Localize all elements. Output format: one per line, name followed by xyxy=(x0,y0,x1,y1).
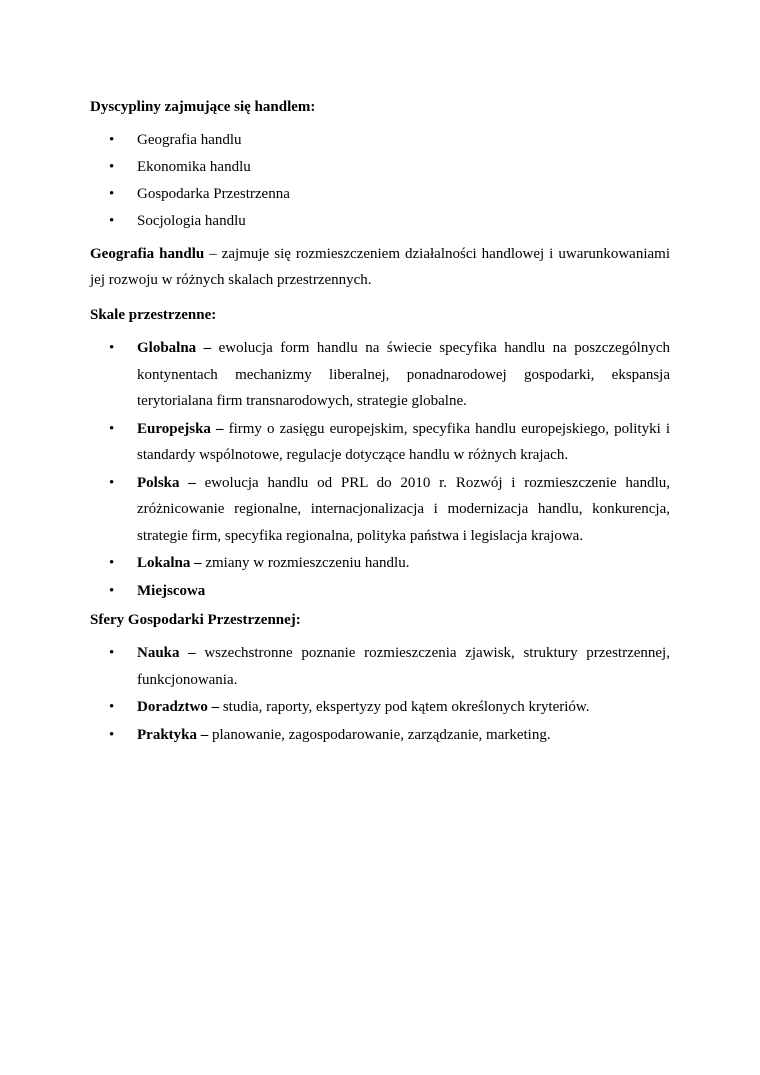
bullet-icon: • xyxy=(109,699,115,715)
list-item: • Nauka – wszechstronne poznanie rozmieszczenia zjawisk, struktury przestrzennej, funkcjonowania. xyxy=(90,640,670,693)
scales-list xyxy=(90,335,670,604)
list-item: • Globalna – ewolucja form handlu na świecie specyfika handlu na poszczególnych kontynentach mechanizmy liberalnej, ponadnarodowej gospodarki, ekspansja terytorialana firm transnarodowych, strategie globalne. xyxy=(90,335,670,415)
list-item: • Polska – ewolucja handlu od PRL do 2010 r. Rozwój i rozmieszczenie handlu, zróżnicowanie regionalne, internacjonalizacja i modernizacja handlu, konkurencja, strategie firm, specyfika regionalna, polityka państwa i legislacja krajowa. xyxy=(90,470,670,550)
bullet-icon: • xyxy=(109,645,115,661)
bullet-icon: • xyxy=(109,159,115,175)
bullet-icon: • xyxy=(109,340,115,356)
spheres-heading: Sfery Gospodarki Przestrzennej: xyxy=(90,612,301,628)
definition-text: – zajmuje się rozmieszczeniem działalności handlowej i uwarunkowaniami jej rozwoju w różnych skalach przestrzennych. xyxy=(90,246,670,288)
document-page xyxy=(90,95,670,752)
bullet-icon: • xyxy=(109,726,115,743)
bullet-icon: • xyxy=(109,582,115,599)
list-item: • Miejscowa xyxy=(90,578,670,605)
list-item: • Doradztwo – studia, raporty, ekspertyzy pod kątem określonych kryteriów. xyxy=(90,694,670,721)
list-item: • Praktyka – planowanie, zagospodarowanie, zarządzanie, marketing. xyxy=(90,722,670,749)
bullet-icon: • xyxy=(109,132,115,148)
list-item: • Ekonomika handlu xyxy=(90,154,670,181)
bullet-icon: • xyxy=(109,186,115,202)
list-item: • Geografia handlu xyxy=(90,127,670,154)
list-item: • Gospodarka Przestrzenna xyxy=(90,181,670,208)
definition-term: Geografia handlu xyxy=(90,246,205,262)
bullet-icon: • xyxy=(109,213,115,229)
definition-paragraph xyxy=(90,241,670,293)
bullet-icon: • xyxy=(109,420,115,437)
list-item: • Socjologia handlu xyxy=(90,208,670,235)
list-item: • Lokalna – zmiany w rozmieszczeniu handlu. xyxy=(90,550,670,577)
list-item: • Europejska – firmy o zasięgu europejskim, specyfika handlu europejskiego, polityki i standardy wspólnotowe, regulacje dotyczące handlu w różnych krajach. xyxy=(90,416,670,469)
bullet-icon: • xyxy=(109,555,115,571)
bullet-icon: • xyxy=(109,474,115,491)
scales-heading: Skale przestrzenne: xyxy=(90,307,217,323)
disciplines-heading: Dyscypliny zajmujące się handlem: xyxy=(90,99,316,115)
disciplines-list xyxy=(90,127,670,235)
spheres-list xyxy=(90,640,670,748)
